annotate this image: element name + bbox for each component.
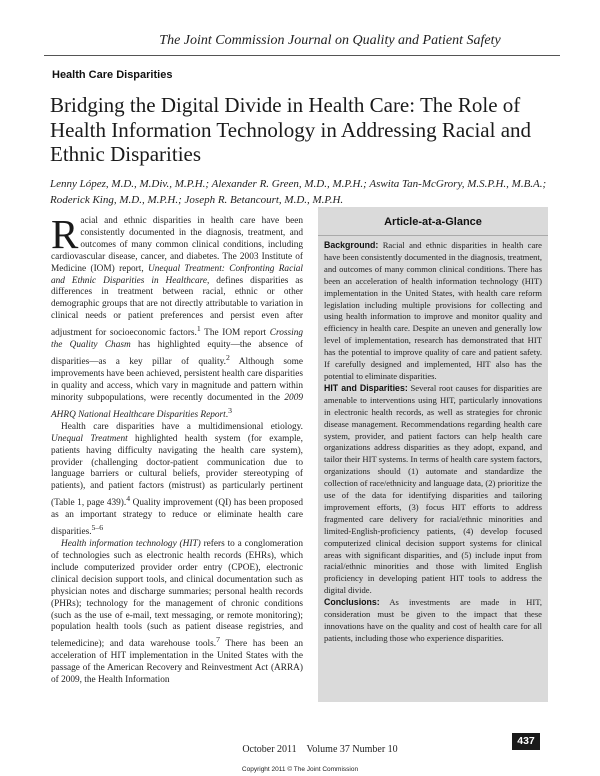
body-text-run: There has been an acceleration of HIT implementation in the United States with the passage of the American Recovery and Reinvestment Act (ARRA) of 2009, the Health Information bbox=[51, 639, 303, 686]
body-paragraph-3 bbox=[51, 539, 303, 687]
body-text-run: highlighted health system (for example, patients having difficulty navigating the health care system), provider (challenging doctor-patient communication due to language barriers or cultural beliefs, provider stereotyping of patients), and patient factors (mistrust) as particularly pertinent (Table 1, page 439). bbox=[51, 433, 304, 509]
drop-cap: R bbox=[51, 211, 79, 257]
citation-mark: 1 bbox=[196, 324, 201, 334]
article-at-a-glance-box bbox=[318, 207, 548, 702]
glance-hit-label: HIT and Disparities: bbox=[324, 382, 408, 393]
copyright-line: Copyright 2011 © The Joint Commission bbox=[241, 766, 359, 773]
body-text-run: The IOM report bbox=[200, 328, 270, 339]
glance-title: Article-at-a-Glance bbox=[384, 216, 482, 228]
citation-mark: 4 bbox=[126, 494, 131, 504]
footer-issue: October 2011 Volume 37 Number 10 bbox=[242, 744, 398, 755]
glance-hit-text: Several root causes for disparities are amenable to interventions using HIT, particularly innovations in electronic health records, as well as strategies for chronic disease management. Recommendations regarding health care system, provider, and patient factors can help health care organizations address disparities as they adopt, expand, and tailor their HIT systems. In terms of health care system factors, organizations should (1) automate and standardize the collection of race/ethnicity and language data, (2) prioritize the use of the data for identifying disparities and tailoring improvement efforts, (3) focus HIT efforts to address fragmented care delivery for racial/ethnic minorities and limited-English-proficiency patients, (4) develop focused computerized clinical decision support systems for clinical areas with significant disparities, and (5) include input from racial/ethnic minorities and those with limited English proficiency in developing patient HIT tools to address the digital divide. bbox=[324, 382, 542, 596]
body-italic-run: Health information technology (HIT) bbox=[61, 539, 201, 550]
body-text-run: defines disparities as differences in treatment between racial, ethnic or other demographic groups that are not directly attributable to variation in clinical needs or patient preferences and persist even after adjustment for socioeconomic factors. bbox=[51, 275, 303, 339]
glance-background-label: Background: bbox=[324, 240, 379, 250]
body-text-run: Although some improvements have been achieved, persistent health care disparities in quality and access, which vary in magnitude and pattern within minority subpopulations, were recently documented in the bbox=[51, 357, 303, 403]
body-text-run: Quality improvement (QI) has been proposed as an important strategy to reduce or eliminate health care disparities. bbox=[51, 498, 303, 538]
body-paragraph-1 bbox=[51, 211, 304, 422]
page-number-badge: 437 bbox=[512, 733, 540, 750]
citation-mark: 2 bbox=[225, 353, 230, 363]
glance-background-text: Racial and ethnic disparities in health care have been consistently documented in the diagnosis, treatment, and outcomes of many common clinical conditions. There has been an acceleration of health information technology (HIT) implementation in the United States, with health care reform legislation including multiple provisions for collecting and using health information to improve and monitor quality and efficiency in health care. Despite an uneven and generally low level of implementation, research has demonstrated that HIT has the potential to improve quality of care and patient safety. If carefully designed and implemented, HIT also has the potential to eliminate disparities. bbox=[324, 240, 542, 381]
glance-divider bbox=[318, 235, 548, 236]
body-text-run: Health care disparities have a multidimensional etiology. bbox=[61, 421, 303, 432]
citation-mark: 5–6 bbox=[91, 523, 104, 533]
glance-conclusions-text: As investments are made in HIT, consideration must be given to the impact that these innovations have on the quality and cost of health care for all patients, including those who experience disparities. bbox=[324, 597, 542, 643]
body-italic-run: 2009 AHRQ National Healthcare Disparities Report bbox=[51, 392, 303, 420]
glance-hit bbox=[324, 383, 542, 597]
citation-mark: 3 bbox=[228, 405, 232, 415]
body-text-run: acial and ethnic disparities in health care have been consistently documented in the diagnosis, treatment, and outcomes of many common clinical conditions, including cardiovascular disease, cancer, and diabetes. The 2003 Institute of Medicine (IOM) report, bbox=[51, 216, 303, 274]
article-title: Bridging the Digital Divide in Health Care: The Role of Health Information Technology in Addressing Racial and Ethnic Disparities bbox=[50, 93, 532, 166]
glance-text bbox=[324, 240, 542, 645]
body-italic-run: Crossing the Quality Chasm bbox=[51, 328, 303, 351]
body-text-run: . bbox=[225, 409, 229, 420]
body-paragraph-2 bbox=[51, 422, 303, 539]
author-list: Lenny López, M.D., M.Div., M.P.H.; Alexander R. Green, M.D., M.P.H.; Aswita Tan-McGrory, M.S.P.H., M.B.A.; Roderick King, M.D., M.P.H.; Joseph R. Betancourt, M.D., M.P.H. bbox=[50, 178, 547, 206]
body-text-run: refers to a conglomeration of technologies such as electronic health records (EHRs), which include computerized provider order entry (CPOE), electronic clinical decision support tools, and clinical documentation such as physician notes and discharge summaries; personal health records (PHRs); technology for the management of chronic conditions (such as the use of e-mail, text messaging, or remote monitoring); population health tools (such as patient disease registries, and telemedicine); and data warehouse tools. bbox=[51, 539, 303, 650]
body-text-run: has highlighted equity—the absence of disparities—as a key pillar of quality. bbox=[51, 340, 303, 368]
journal-title: The Joint Commission Journal on Quality and Patient Safety bbox=[159, 33, 501, 48]
body-text-column bbox=[51, 211, 304, 687]
body-italic-run: Unequal Treatment: Confronting Racial and Ethnic Disparities in Healthcare, bbox=[51, 263, 304, 286]
section-label: Health Care Disparities bbox=[52, 69, 173, 81]
glance-background bbox=[324, 240, 542, 383]
glance-conclusions bbox=[324, 597, 542, 645]
glance-conclusions-label: Conclusions: bbox=[324, 597, 380, 608]
citation-mark: 7 bbox=[216, 635, 220, 645]
body-italic-run: Unequal Treatment bbox=[51, 433, 128, 444]
header-rule bbox=[44, 55, 560, 56]
